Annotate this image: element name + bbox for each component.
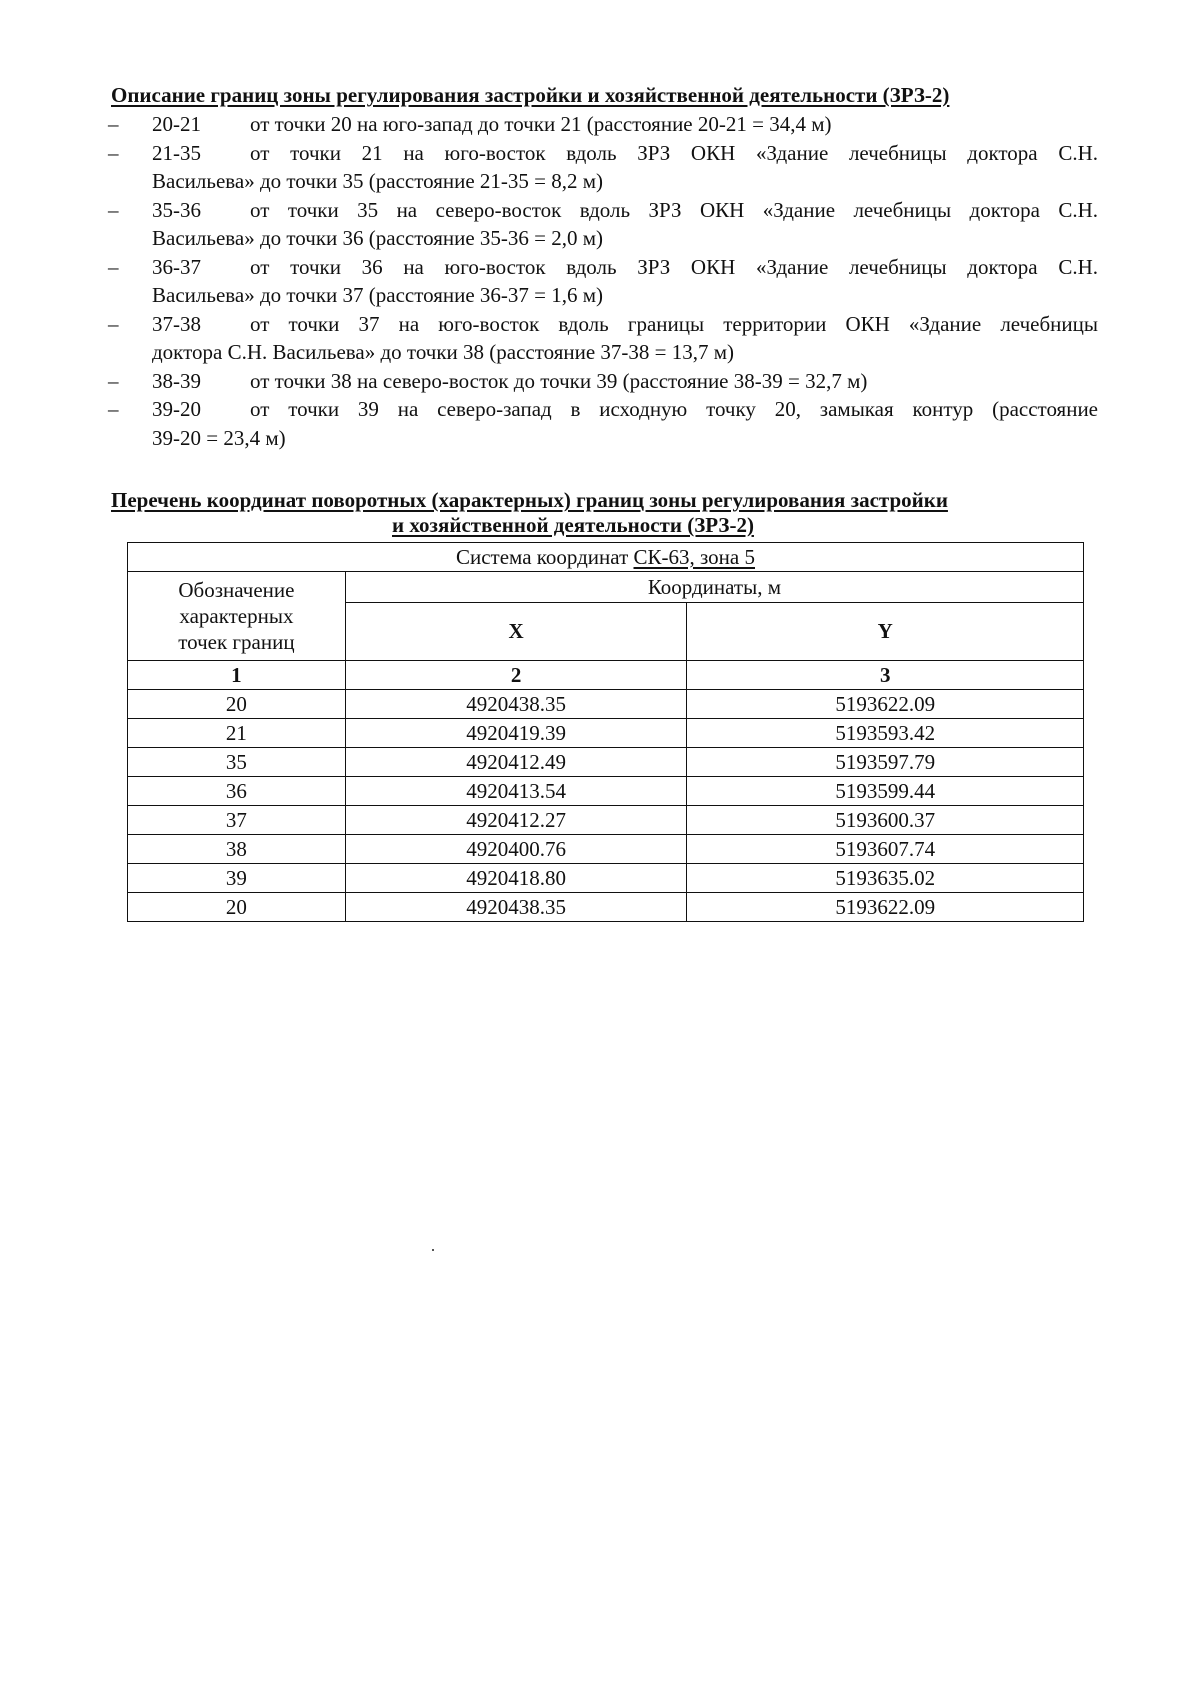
y-cell: 5193607.74 (687, 835, 1084, 864)
list-item (108, 196, 1098, 253)
segment-text: Васильева» до точки 36 (расстояние 35-36 = 2,0 м) (152, 226, 604, 250)
list-dash: – (108, 254, 119, 279)
column-number: 2 (345, 661, 687, 690)
x-cell: 4920400.76 (345, 835, 687, 864)
point-cell: 37 (128, 806, 346, 835)
column-number: 1 (128, 661, 346, 690)
segment-text: доктора С.Н. Васильева» до точки 38 (расстояние 37-38 = 13,7 м) (152, 340, 735, 364)
y-cell: 5193597.79 (687, 748, 1084, 777)
segment-text: от точки 36 на юго-восток вдоль ЗРЗ ОКН «Здание лечебницы доктора С.Н. (250, 254, 1098, 279)
segment-text: от точки 35 на северо-восток вдоль ЗРЗ ОКН «Здание лечебницы доктора С.Н. (250, 197, 1098, 222)
table-row (128, 893, 1084, 922)
coordinates-table (127, 542, 1084, 922)
segment-code: 37-38 (152, 311, 201, 336)
column-number: 3 (687, 661, 1084, 690)
coordinate-system-name: СК-63, зона 5 (633, 544, 755, 569)
y-cell: 5193599.44 (687, 777, 1084, 806)
segment-text: от точки 20 на юго-запад до точки 21 (расстояние 20-21 = 34,4 м) (250, 112, 832, 136)
coordinate-system-cell (128, 543, 1084, 572)
header-line: характерных (179, 604, 294, 628)
header-line: точек границ (178, 630, 295, 654)
list-item (108, 310, 1098, 367)
table-row (128, 719, 1084, 748)
x-cell: 4920418.80 (345, 864, 687, 893)
y-cell: 5193622.09 (687, 893, 1084, 922)
segment-text: от точки 21 на юго-восток вдоль ЗРЗ ОКН «Здание лечебницы доктора С.Н. (250, 140, 1098, 165)
coords-table-title-line2: и хозяйственной деятельности (ЗРЗ-2) (392, 513, 754, 537)
table-row (128, 835, 1084, 864)
point-cell: 20 (128, 893, 346, 922)
table-row (128, 806, 1084, 835)
table-row (128, 748, 1084, 777)
segment-code: 35-36 (152, 197, 201, 222)
y-cell: 5193635.02 (687, 864, 1084, 893)
x-cell: 4920412.49 (345, 748, 687, 777)
list-item (108, 139, 1098, 196)
scan-speck (432, 1249, 434, 1251)
list-dash: – (108, 197, 119, 222)
point-cell: 38 (128, 835, 346, 864)
list-dash: – (108, 112, 119, 136)
y-cell: 5193600.37 (687, 806, 1084, 835)
segment-text: от точки 39 на северо-запад в исходную точку 20, замыкая контур (расстояние (250, 397, 1098, 421)
y-column-header: Y (687, 603, 1084, 661)
segment-text: Васильева» до точки 35 (расстояние 21-35 = 8,2 м) (152, 169, 604, 193)
table-row (128, 864, 1084, 893)
header-line: Обозначение (178, 578, 295, 602)
list-item (108, 367, 1098, 396)
coords-header: Координаты, м (345, 572, 1083, 603)
segment-code: 36-37 (152, 254, 201, 279)
x-cell: 4920438.35 (345, 893, 687, 922)
segment-text: от точки 38 на северо-восток до точки 39 (расстояние 38-39 = 32,7 м) (250, 368, 868, 393)
y-cell: 5193593.42 (687, 719, 1084, 748)
list-dash: – (108, 368, 119, 393)
point-cell: 39 (128, 864, 346, 893)
segment-code: 39-20 (152, 397, 201, 421)
list-item (108, 110, 1098, 139)
point-cell: 36 (128, 777, 346, 806)
segment-code: 20-21 (152, 112, 201, 136)
list-dash: – (108, 397, 119, 421)
x-cell: 4920413.54 (345, 777, 687, 806)
point-cell: 20 (128, 690, 346, 719)
list-item (108, 395, 1098, 452)
coordinate-system-prefix: Система координат (455, 544, 629, 569)
list-dash: – (108, 311, 119, 336)
segment-code: 21-35 (152, 140, 201, 165)
point-column-header (128, 572, 346, 661)
segment-text: от точки 37 на юго-восток вдоль границы территории ОКН «Здание лечебницы (250, 311, 1098, 336)
boundary-description-list (108, 110, 1098, 452)
point-cell: 21 (128, 719, 346, 748)
segment-code: 38-39 (152, 368, 201, 393)
segment-text: Васильева» до точки 37 (расстояние 36-37 = 1,6 м) (152, 283, 604, 307)
x-column-header: X (345, 603, 687, 661)
description-title: Описание границ зоны регулирования застройки и хозяйственной деятельности (ЗРЗ-2) (111, 83, 950, 107)
coords-table-title-line1: Перечень координат поворотных (характерных) границ зоны регулирования застройки (111, 488, 948, 512)
x-cell: 4920419.39 (345, 719, 687, 748)
list-item (108, 253, 1098, 310)
segment-text: 39-20 = 23,4 м) (152, 425, 286, 450)
point-cell: 35 (128, 748, 346, 777)
y-cell: 5193622.09 (687, 690, 1084, 719)
table-row (128, 690, 1084, 719)
x-cell: 4920438.35 (345, 690, 687, 719)
table-row (128, 777, 1084, 806)
x-cell: 4920412.27 (345, 806, 687, 835)
list-dash: – (108, 140, 119, 165)
